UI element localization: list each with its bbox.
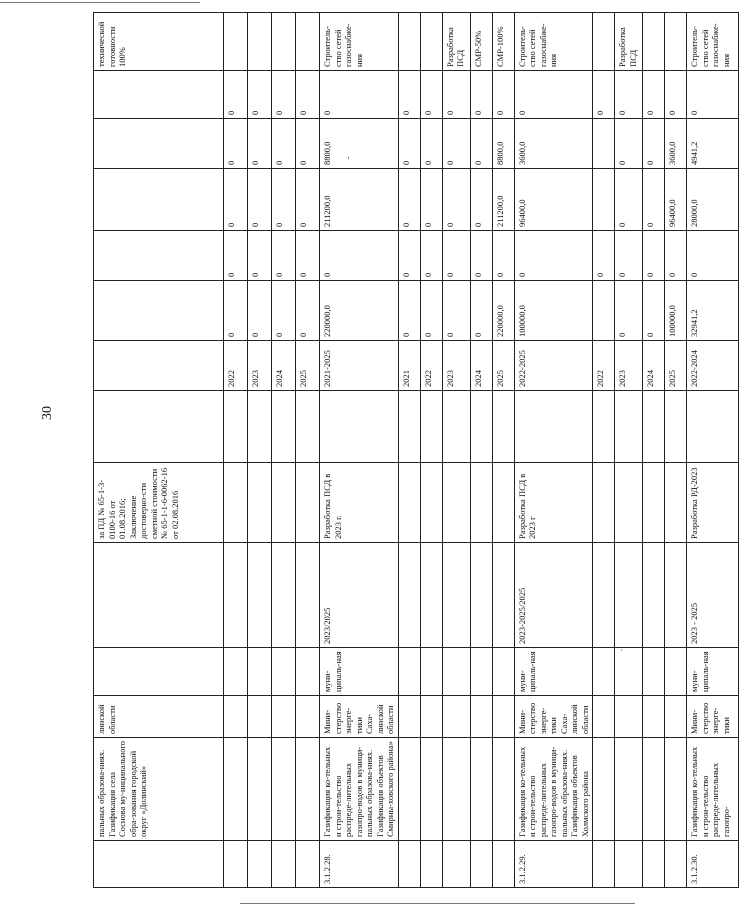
table-cell: 0 [470,71,492,119]
table-cell: 0 [272,119,296,169]
table-cell: 211200,0 [492,169,514,231]
table-cell: 0 [296,119,320,169]
table-cell [296,648,320,696]
table-cell [224,13,248,71]
table-row [398,13,420,888]
table-cell: 0 [687,231,739,281]
table-cell [224,543,248,648]
table-cell [643,841,665,888]
table-cell [272,696,296,738]
table-cell [442,543,470,648]
table-cell: Строитель-ство сетей газоснабже-ния [514,13,593,71]
table-cell [94,391,224,463]
table-cell: муни-ципаль-ная [320,648,399,696]
table-cell: 3.1.2.29. [514,841,593,888]
table-cell [272,841,296,888]
table-cell [442,648,470,696]
table-cell [94,341,224,391]
table-cell: 0 [398,169,420,231]
table-cell [398,13,420,71]
table-cell: 0 [643,119,665,169]
table-cell: 0 [398,231,420,281]
table-row [296,13,320,888]
table-cell: 2022 [420,341,442,391]
table-cell [643,696,665,738]
table-cell: 2025 [665,341,687,391]
table-cell: 0 [470,231,492,281]
table-cell: технической готовности 100% [94,13,224,71]
table-cell: 0 [296,71,320,119]
table-cell: 0 [442,169,470,231]
table-cell [442,391,470,463]
table-cell [248,463,272,543]
table-cell: пальных образова-ниях. Газификация села Соснова му-ниципального обра-зования городской округ «Долинский» [94,738,224,841]
table-cell: 4941,2 [687,119,739,169]
table-cell [296,13,320,71]
table-cell: 2023/2025 [320,543,399,648]
table-cell: 2023 [442,341,470,391]
table-cell [470,463,492,543]
table-cell: 0 [272,231,296,281]
table-row [665,13,687,888]
table-cell [248,648,272,696]
table-cell: 0 [224,281,248,341]
scan-speck: ‚ [347,150,350,160]
table-cell: 0 [643,281,665,341]
table-cell [94,231,224,281]
table-cell [665,543,687,648]
table-cell: 0 [615,119,643,169]
table-cell: 3.1.2.28. [320,841,399,888]
table-cell: 0 [248,281,272,341]
table-cell [94,543,224,648]
table-cell [643,543,665,648]
table-cell [296,738,320,841]
table-cell: 0 [593,231,615,281]
table-cell: 2023-2025/2025 [514,543,593,648]
table-cell [615,841,643,888]
table-cell: 0 [492,231,514,281]
table-cell: 3.1.2.30. [687,841,739,888]
table-cell: 0 [470,281,492,341]
table-row [94,13,224,888]
table-cell: 0 [272,281,296,341]
table-cell: 0 [398,71,420,119]
table-cell [224,391,248,463]
table-cell: 0 [272,169,296,231]
table-cell: Разработка ПСД [615,13,643,71]
table-cell [470,841,492,888]
table-cell: 220000,0 [320,281,399,341]
table-cell [420,696,442,738]
table-cell: за ПД № 65-1-3-0100-16 от 01.08.2016; Заключение достоверно-сти сметной стоимости № 65-1-1-6-0062-16 от 02.08.2016 [94,463,224,543]
table-cell: 0 [272,71,296,119]
table-cell [492,543,514,648]
table-cell [593,169,615,231]
table-cell: 0 [665,231,687,281]
table-cell [272,391,296,463]
table-cell [442,463,470,543]
table-cell [615,696,643,738]
table-cell: 100000,0 [514,281,593,341]
table-cell [492,648,514,696]
table-cell: 0 [224,119,248,169]
table-cell [593,543,615,648]
table-cell: 0 [320,231,399,281]
scan-edge-bottom [240,903,635,904]
table-cell [224,696,248,738]
table-cell [665,648,687,696]
table-cell [615,391,643,463]
table-row [643,13,665,888]
table-body [94,13,739,888]
table-cell [593,738,615,841]
table-cell [224,463,248,543]
table-cell [514,391,593,463]
table-cell: Разработка ПСД в 2023 г. [320,463,399,543]
table-cell: 211200,0 [320,169,399,231]
table-cell [665,738,687,841]
table-cell [320,391,399,463]
table-cell: 0 [420,231,442,281]
table-cell: 0 [248,169,272,231]
table-cell [593,391,615,463]
table-cell: 8800,0 [320,119,399,169]
table-cell [593,648,615,696]
table-cell: 0 [514,71,593,119]
table-cell [615,463,643,543]
table-cell: 2022-2024 [687,341,739,391]
table-cell: 0 [470,169,492,231]
table-cell [442,696,470,738]
table-cell [593,119,615,169]
table-cell: 2025 [296,341,320,391]
table-cell: Мини-стерство энерге-тики Саха-линской области [514,696,593,738]
table-cell [272,648,296,696]
table-cell: 0 [398,119,420,169]
table-cell: 0 [687,71,739,119]
table-cell [470,543,492,648]
table-cell: 0 [420,169,442,231]
page-number: 30 [40,406,55,420]
table-cell [643,648,665,696]
table-row [272,13,296,888]
table-cell: 220000,0 [492,281,514,341]
table-cell [94,71,224,119]
table-cell [665,13,687,71]
table-cell [470,648,492,696]
table-cell: 0 [514,231,593,281]
table-cell [665,391,687,463]
table-cell [420,738,442,841]
table-cell [470,391,492,463]
table-cell [442,841,470,888]
table-cell: 0 [296,169,320,231]
table-cell [296,543,320,648]
table-cell: линской области [94,696,224,738]
table-cell: 0 [665,71,687,119]
table-cell [643,738,665,841]
table-cell [398,463,420,543]
table-cell [398,738,420,841]
table-cell: 3600,0 [665,119,687,169]
table-cell: Газификация ко-тельных и строи-тельство распреде-лительных газопро-водов в муници-пальных образова-ниях. Газификация объектов Холмского района [514,738,593,841]
table-cell: 2021-2025 [320,341,399,391]
table-cell: 0 [442,231,470,281]
table-cell [615,543,643,648]
scan-speck: · [620,645,623,655]
table-cell [687,391,739,463]
table-cell [643,463,665,543]
table-cell: муни-ципаль-ная [514,648,593,696]
table-cell [420,463,442,543]
table-cell: 0 [643,71,665,119]
table-cell [615,648,643,696]
table-cell: 0 [442,281,470,341]
table-cell [248,13,272,71]
table-cell: 0 [615,231,643,281]
table-cell: 100000,0 [665,281,687,341]
table-row [687,13,739,888]
table-row [615,13,643,888]
table-cell [272,543,296,648]
table-cell: 2023 - 2025 [687,543,739,648]
table-row [248,13,272,888]
table-cell [272,13,296,71]
table-cell: 0 [248,119,272,169]
table-cell: 0 [420,281,442,341]
table-cell [94,841,224,888]
table-cell: 96400,0 [665,169,687,231]
table-cell [420,648,442,696]
table-cell: 2021 [398,341,420,391]
table-cell: 0 [615,281,643,341]
table-cell: Разработка ПСД [442,13,470,71]
table-cell: 2023 [615,341,643,391]
table-cell: 0 [442,71,470,119]
table-cell: СМР-100% [492,13,514,71]
table-cell [398,391,420,463]
table-cell [224,738,248,841]
table-cell: 0 [398,281,420,341]
table-cell [94,281,224,341]
table-cell: Мини-стерство энерге-тики [687,696,739,738]
table-cell [593,696,615,738]
table-cell: 0 [224,71,248,119]
table-cell [593,841,615,888]
table-row [470,13,492,888]
table-row [593,13,615,888]
table-cell: СМР-50% [470,13,492,71]
table-cell [398,841,420,888]
table-cell [492,463,514,543]
table-cell: Газификация ко-тельных и строи-тельство распреде-лительных газопро- [687,738,739,841]
table-cell [643,13,665,71]
table-cell: 28000,0 [687,169,739,231]
table-cell [420,391,442,463]
table-cell [224,648,248,696]
table-cell: 0 [224,169,248,231]
table-cell: 8800,0 [492,119,514,169]
table-cell [420,13,442,71]
table-cell [420,543,442,648]
table-cell: 0 [643,169,665,231]
table-cell: 0 [320,71,399,119]
table-cell [296,391,320,463]
table-cell: Строитель-ство сетей газоснабже-ния [320,13,399,71]
rotated-table-container [93,13,731,888]
table-cell [492,738,514,841]
table-cell: 32941,2 [687,281,739,341]
table-row [442,13,470,888]
table-cell: 0 [492,71,514,119]
table-cell: 0 [593,71,615,119]
table-cell: Мини-стерство энерге-тики Саха-линской области [320,696,399,738]
table-cell [492,391,514,463]
table-cell: Разработка РД-2023 [687,463,739,543]
table-cell [272,463,296,543]
table-cell: 3600,0 [514,119,593,169]
table-cell: 2025 [492,341,514,391]
table-cell: 2022 [593,341,615,391]
table-cell: 2024 [272,341,296,391]
table-cell: 0 [296,281,320,341]
table-cell [398,543,420,648]
table-cell [420,841,442,888]
table-cell [94,119,224,169]
table-cell: 2022-2025 [514,341,593,391]
table-cell: Строитель-ство сетей газоснабже-ния [687,13,739,71]
table-cell [665,696,687,738]
table-cell: 96400,0 [514,169,593,231]
table-cell [296,463,320,543]
table-cell [492,696,514,738]
table-cell [94,648,224,696]
table-cell [248,391,272,463]
table-cell [665,463,687,543]
table-cell: 2024 [470,341,492,391]
table-cell: 0 [224,231,248,281]
table-cell [248,841,272,888]
table-cell [248,543,272,648]
table-cell [470,696,492,738]
table-cell: Разработка ПСД в 2023 г [514,463,593,543]
table-cell: 0 [442,119,470,169]
table-cell: 0 [248,231,272,281]
table-cell: 0 [248,71,272,119]
table-cell [470,738,492,841]
table-cell: Газификация ко-тельных и строи-тельство распреде-лительных газопро-водов в муници-пальных образова-ниях. Газификация объектов Смирны-ховского района» [320,738,399,841]
table-row [514,13,593,888]
table-cell [248,696,272,738]
table-row [320,13,399,888]
table-cell [593,463,615,543]
table-cell [492,841,514,888]
table-cell: 0 [420,71,442,119]
table-cell: 0 [420,119,442,169]
table-row [420,13,442,888]
table-cell: 2022 [224,341,248,391]
scan-edge-top [0,2,200,3]
table-cell [665,841,687,888]
table-cell [398,648,420,696]
table-cell: 2023 [248,341,272,391]
table-cell: 2024 [643,341,665,391]
table-cell: муни-ципаль-ная [687,648,739,696]
table-cell [272,738,296,841]
table-cell [296,696,320,738]
table-cell: 0 [615,71,643,119]
table-cell: 0 [615,169,643,231]
table-cell: 0 [643,231,665,281]
table-cell [615,738,643,841]
table-cell: 0 [296,231,320,281]
table-cell [442,738,470,841]
table-cell [593,13,615,71]
table-cell [593,281,615,341]
table-cell [398,696,420,738]
table-cell [224,841,248,888]
table-row [224,13,248,888]
data-table [93,12,739,888]
table-cell [296,841,320,888]
table-cell [248,738,272,841]
table-cell [643,391,665,463]
table-cell: 0 [470,119,492,169]
table-cell [94,169,224,231]
table-row [492,13,514,888]
